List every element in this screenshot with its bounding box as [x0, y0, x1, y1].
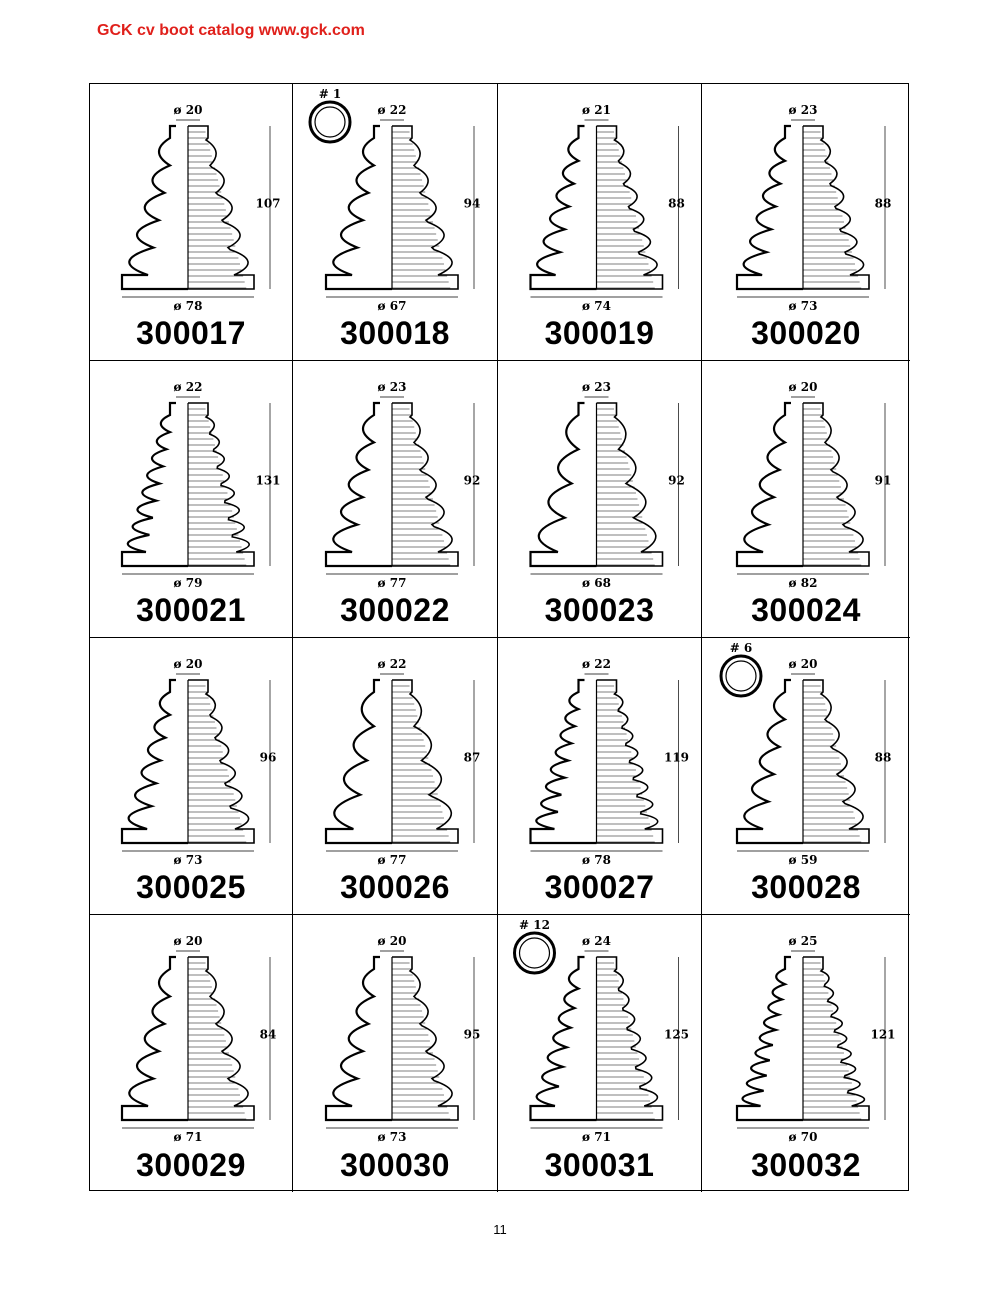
bottom-diameter-label: ø 77	[377, 576, 407, 590]
boot-cell	[90, 361, 293, 638]
ring-clamp-icon	[515, 933, 555, 973]
boot-profile-right	[597, 957, 663, 1120]
part-number: 300017	[136, 315, 246, 351]
boot-drawing	[293, 84, 497, 314]
boot-profile-left	[122, 680, 188, 843]
boot-drawing	[90, 638, 292, 868]
part-number: 300030	[340, 1147, 450, 1183]
ring-clamp-icon	[310, 102, 350, 142]
bottom-diameter-label: ø 78	[582, 853, 611, 867]
part-number: 300027	[544, 869, 655, 905]
boot-drawing	[498, 361, 701, 591]
boot-cell	[702, 361, 910, 638]
boot-profile-right	[803, 403, 869, 566]
boot-cell	[702, 84, 910, 361]
boot-drawing	[90, 915, 292, 1145]
catalog-header: GCK cv boot catalog www.gck.com	[97, 22, 365, 39]
part-number: 300022	[340, 592, 450, 628]
ring-clamp-inner-icon	[726, 661, 756, 691]
height-label: 92	[668, 473, 685, 488]
boot-profile-left	[326, 957, 392, 1120]
boot-profile-right	[188, 957, 254, 1120]
boot-drawing	[293, 638, 497, 868]
top-diameter-label: ø 20	[173, 934, 203, 948]
part-number: 300023	[544, 592, 655, 628]
boot-drawing	[498, 638, 701, 868]
top-diameter-label: ø 22	[173, 380, 203, 394]
boot-drawing	[702, 84, 910, 314]
top-diameter-label: ø 23	[377, 380, 407, 394]
boot-cell	[702, 915, 910, 1192]
boot-cell	[90, 84, 293, 361]
boot-drawing	[702, 361, 910, 591]
part-number: 300031	[544, 1147, 655, 1183]
bottom-diameter-label: ø 73	[377, 1130, 407, 1144]
boot-profile-right	[597, 680, 663, 843]
boot-profile-left	[326, 403, 392, 566]
height-label: 94	[463, 196, 481, 211]
boot-profile-right	[803, 957, 869, 1120]
top-diameter-label: ø 22	[377, 657, 407, 671]
part-number: 300018	[340, 315, 450, 351]
bottom-diameter-label: ø 71	[582, 1130, 611, 1144]
part-number: 300028	[751, 869, 861, 905]
top-diameter-label: ø 20	[788, 657, 818, 671]
boot-profile-right	[392, 680, 458, 843]
fitting-tag-label: # 1	[318, 87, 342, 101]
boot-cell	[293, 84, 498, 361]
boot-drawing	[702, 638, 910, 868]
top-diameter-label: ø 23	[788, 103, 818, 117]
part-number: 300019	[544, 315, 655, 351]
fitting-tag-label: # 12	[519, 918, 550, 932]
boot-profile-right	[597, 403, 663, 566]
height-label: 91	[874, 473, 892, 488]
part-number: 300024	[751, 592, 861, 628]
boot-profile-right	[392, 126, 458, 289]
height-label: 88	[874, 196, 892, 211]
fitting-tag-label: # 6	[729, 641, 753, 655]
page-number: 11	[493, 1222, 507, 1237]
height-label: 125	[663, 1027, 690, 1042]
boot-drawing	[293, 361, 497, 591]
boot-cell	[293, 638, 498, 915]
ring-clamp-icon	[721, 656, 761, 696]
boot-drawing	[90, 361, 292, 591]
boot-profile-left	[122, 126, 188, 289]
boot-profile-left	[326, 680, 392, 843]
boot-drawing	[498, 84, 701, 314]
bottom-diameter-label: ø 78	[173, 299, 203, 313]
height-label: 88	[668, 196, 685, 211]
part-number: 300025	[136, 869, 246, 905]
boot-profile-right	[597, 126, 663, 289]
boot-profile-right	[188, 680, 254, 843]
top-diameter-label: ø 22	[582, 657, 611, 671]
height-label: 131	[255, 473, 281, 488]
bottom-diameter-label: ø 67	[377, 299, 407, 313]
boot-profile-left	[737, 403, 803, 566]
top-diameter-label: ø 20	[173, 103, 203, 117]
bottom-diameter-label: ø 68	[582, 576, 611, 590]
boot-profile-right	[803, 680, 869, 843]
bottom-diameter-label: ø 73	[788, 299, 818, 313]
ring-clamp-inner-icon	[520, 938, 550, 968]
boot-profile-right	[188, 126, 254, 289]
boot-profile-left	[326, 126, 392, 289]
height-label: 107	[255, 196, 281, 211]
boot-drawing	[90, 84, 292, 314]
height-label: 88	[874, 750, 892, 765]
boot-cell	[498, 638, 702, 915]
boot-profile-left	[531, 957, 597, 1120]
top-diameter-label: ø 21	[582, 103, 611, 117]
height-label: 84	[259, 1027, 277, 1042]
boot-profile-right	[803, 126, 869, 289]
boot-cell	[702, 638, 910, 915]
boot-cell	[90, 915, 293, 1192]
boot-cell	[90, 638, 293, 915]
boot-profile-right	[188, 403, 254, 566]
boot-profile-left	[737, 126, 803, 289]
boot-cell	[293, 361, 498, 638]
part-number: 300020	[751, 315, 861, 351]
height-label: 87	[463, 750, 481, 765]
top-diameter-label: ø 24	[582, 934, 611, 948]
boot-profile-left	[737, 680, 803, 843]
boot-drawing	[293, 915, 497, 1145]
boot-profile-left	[737, 957, 803, 1120]
boot-drawing	[702, 915, 910, 1145]
boot-profile-left	[122, 957, 188, 1120]
bottom-diameter-label: ø 73	[173, 853, 203, 867]
bottom-diameter-label: ø 82	[788, 576, 818, 590]
boot-profile-left	[531, 126, 597, 289]
boot-catalog-grid	[89, 83, 909, 1191]
bottom-diameter-label: ø 79	[173, 576, 203, 590]
height-label: 96	[259, 750, 277, 765]
part-number: 300029	[136, 1147, 246, 1183]
top-diameter-label: ø 20	[173, 657, 203, 671]
boot-profile-left	[122, 403, 188, 566]
height-label: 92	[463, 473, 481, 488]
boot-profile-right	[392, 403, 458, 566]
top-diameter-label: ø 22	[377, 103, 407, 117]
boot-profile-left	[531, 680, 597, 843]
bottom-diameter-label: ø 77	[377, 853, 407, 867]
top-diameter-label: ø 23	[582, 380, 611, 394]
ring-clamp-inner-icon	[315, 107, 345, 137]
boot-profile-left	[531, 403, 597, 566]
height-label: 95	[463, 1027, 481, 1042]
bottom-diameter-label: ø 59	[788, 853, 818, 867]
boot-cell	[498, 84, 702, 361]
bottom-diameter-label: ø 71	[173, 1130, 203, 1144]
top-diameter-label: ø 20	[788, 380, 818, 394]
height-label: 119	[663, 750, 690, 765]
bottom-diameter-label: ø 74	[582, 299, 611, 313]
boot-drawing	[498, 915, 701, 1145]
bottom-diameter-label: ø 70	[788, 1130, 818, 1144]
part-number: 300021	[136, 592, 246, 628]
part-number: 300026	[340, 869, 450, 905]
boot-profile-right	[392, 957, 458, 1120]
boot-cell	[498, 915, 702, 1192]
top-diameter-label: ø 20	[377, 934, 407, 948]
boot-cell	[293, 915, 498, 1192]
top-diameter-label: ø 25	[788, 934, 818, 948]
boot-cell	[498, 361, 702, 638]
part-number: 300032	[751, 1147, 861, 1183]
height-label: 121	[870, 1027, 896, 1042]
